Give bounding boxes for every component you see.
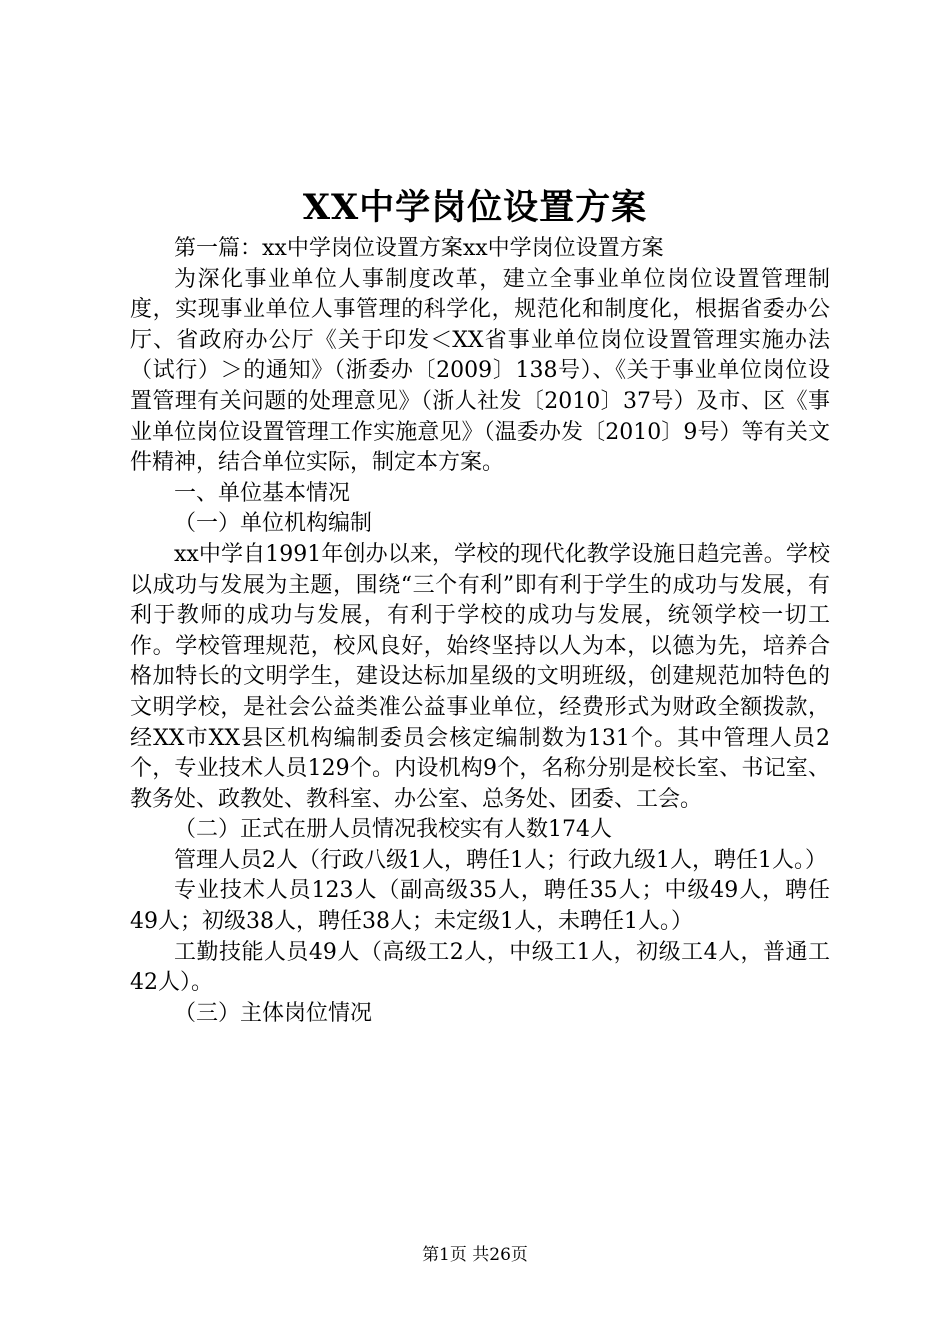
page-number-footer: 第1页 共26页 [422, 1245, 528, 1265]
section-heading-basic-info: 一、单位基本情况 [174, 480, 351, 506]
paragraph-school-overview: xx中学自1991年创办以来，学校的现代化教学设施日趋完善。学校以成功与发展为主题，围绕“三个有利”即有利于学生的成功与发展，有利于教师的成功与发展，有利于学校的成功与发展，统领学校一切工作。学校管理规范，校风良好，始终坚持以人为本，以德为先，培养合格加特长的文明学生，建设达标加星级的文明班级，创建规范加特色的文明学校，是社会公益类准公益事业单位，经费形式为财政全额拨款，经XX市XX县区机构编制委员会核定编制数为131个。其中管理人员2个，专业技术人员129个。内设机构9个，名称分别是校长室、书记室、教务处、政教处、教科室、办公室、总务处、团委、工会。 [130, 541, 830, 812]
document-body [130, 234, 830, 1029]
paragraph-technical-staff: 专业技术人员123人（副高级35人，聘任35人；中级49人，聘任49人；初级38人，聘任38人；未定级1人，未聘任1人。） [130, 878, 830, 935]
paragraph-chapter-heading: 第一篇：xx中学岗位设置方案xx中学岗位设置方案 [174, 236, 664, 261]
paragraph-intro: 为深化事业单位人事制度改革，建立全事业单位岗位设置管理制度，实现事业单位人事管理的科学化，规范化和制度化，根据省委办公厅、省政府办公厅《关于印发＜XX省事业单位岗位设置管理实施办法（试行）＞的通知》（浙委办〔2009〕138号）、《关于事业单位岗位设置管理有关问题的处理意见》（浙人社发〔2010〕37号）及市、区《事业单位岗位设置管理工作实施意见》（温委办发〔2010〕9号）等有关文件精神，结合单位实际，制定本方案。 [130, 266, 830, 476]
paragraph-management-staff: 管理人员2人（行政八级1人，聘任1人；行政九级1人，聘任1人。） [174, 847, 827, 873]
paragraph-worker-staff: 工勤技能人员49人（高级工2人，中级工1人，初级工4人，普通工42人）。 [130, 939, 830, 996]
subsection-heading-main-positions: （三）主体岗位情况 [174, 1000, 373, 1026]
subsection-heading-staff: （二）正式在册人员情况我校实有人数174人 [174, 817, 612, 843]
subsection-heading-establishment: （一）单位机构编制 [174, 511, 373, 537]
document-title: XX中学岗位设置方案 [302, 187, 648, 228]
